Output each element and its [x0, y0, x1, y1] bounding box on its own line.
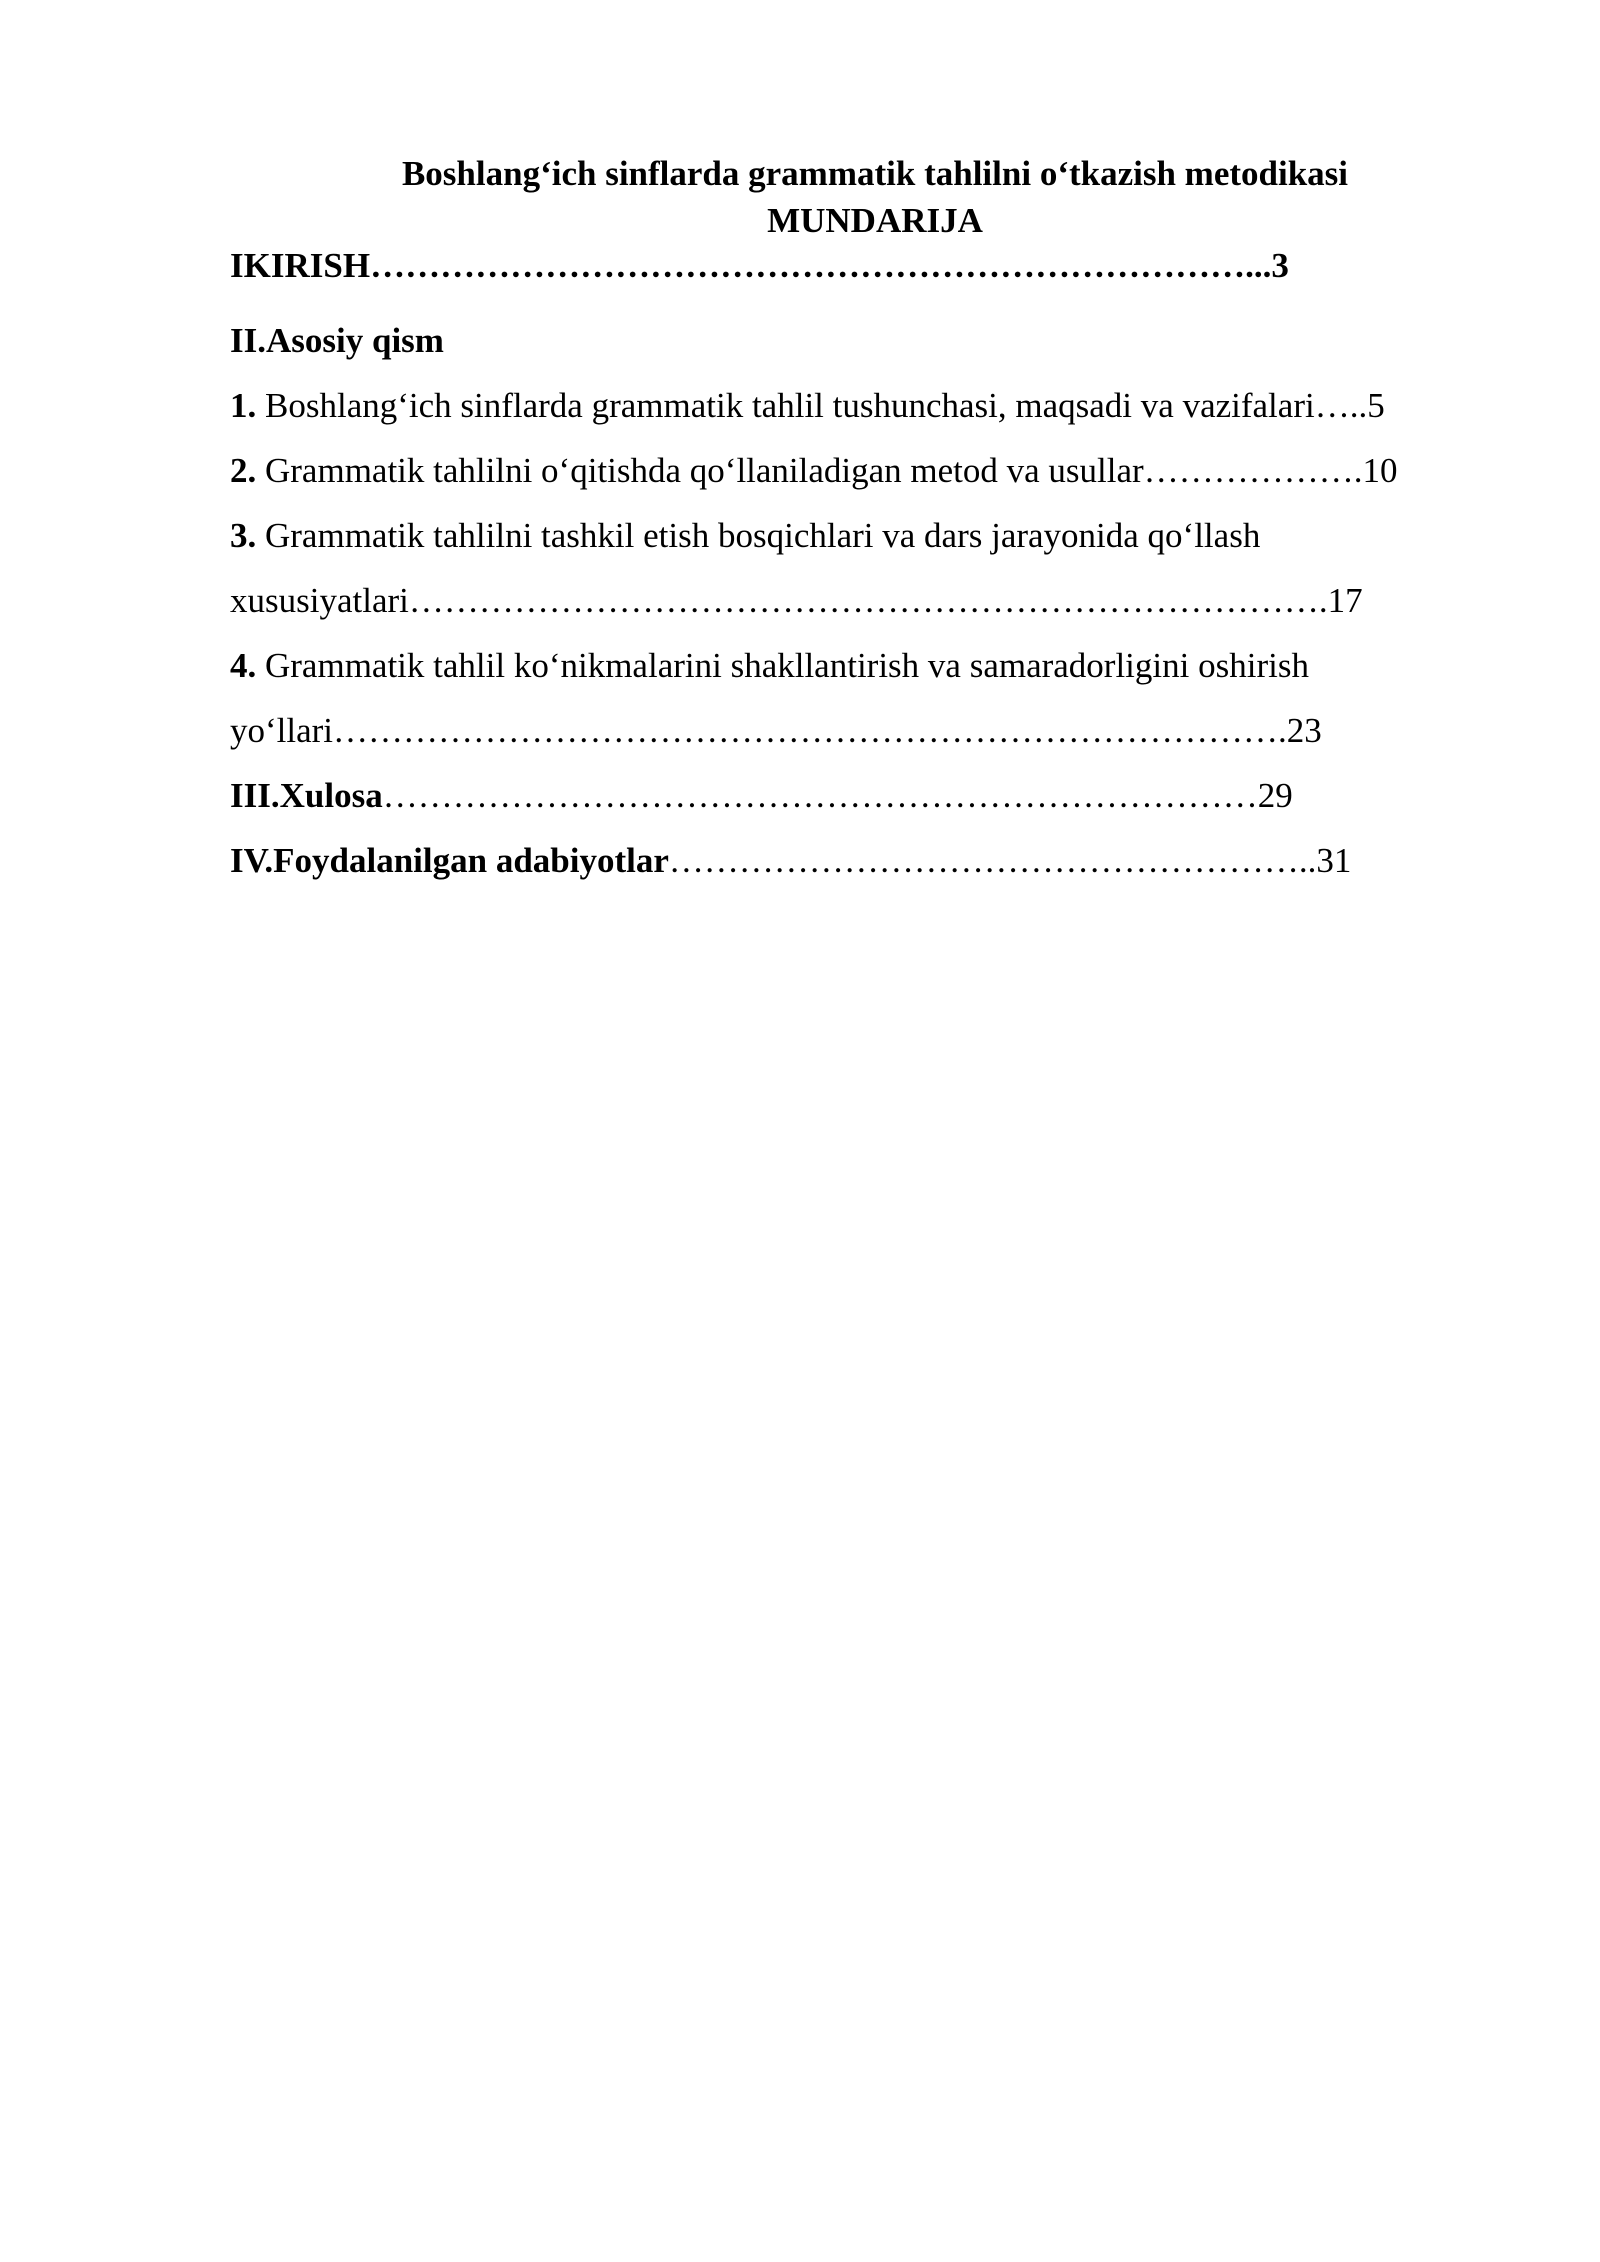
- toc-leader: ……………………………………………………………………….: [333, 711, 1287, 750]
- toc-text: Boshlang‘ich sinflarda grammatik tahlil tushunchasi, maqsadi va vazifalari: [265, 386, 1315, 425]
- toc-entry-references: [230, 828, 1490, 893]
- toc-entry-1: [230, 373, 1490, 438]
- toc-entry-conclusion: [230, 763, 1490, 828]
- toc-heading: MUNDARIJA: [767, 201, 983, 240]
- toc-label: IKIRISH: [230, 246, 371, 285]
- toc-entry-3-continued: [230, 568, 1490, 633]
- toc-number: 2.: [230, 451, 257, 490]
- toc-leader: …..: [1314, 386, 1368, 425]
- toc-page-number: 3: [1271, 246, 1289, 285]
- toc-section-main: II.Asosiy qism: [230, 321, 444, 360]
- toc-entry-intro: [230, 244, 1490, 288]
- toc-page-number: 23: [1286, 711, 1322, 750]
- document-title: Boshlang‘ich sinflarda grammatik tahlilni o‘tkazish metodikasi: [401, 154, 1349, 193]
- toc-page-number: .31: [1307, 841, 1352, 880]
- toc-leader: …………………………………………………………………: [382, 776, 1258, 815]
- toc-leader: …………………………………………………………………...: [370, 246, 1272, 285]
- toc-entry-4: [230, 633, 1490, 698]
- toc-number: 4.: [230, 646, 257, 685]
- toc-entry-3: [230, 503, 1490, 568]
- toc-entry-4-continued: [230, 698, 1490, 763]
- toc-page-number: 5: [1367, 386, 1385, 425]
- toc-page-number: 10: [1362, 451, 1398, 490]
- toc-leader: ……………….: [1143, 451, 1363, 490]
- toc-entry-2: [230, 438, 1490, 503]
- page-content: [230, 150, 1490, 893]
- toc-text: Grammatik tahlilni o‘qitishda qo‘llaniladigan metod va usullar: [265, 451, 1144, 490]
- toc-number: 1.: [230, 386, 257, 425]
- toc-text: Grammatik tahlil ko‘nikmalarini shakllantirish va samaradorligini oshirish: [265, 646, 1309, 685]
- toc-text: xususiyatlari: [230, 581, 409, 620]
- toc-page-number: 29: [1257, 776, 1293, 815]
- toc-leader: ……………………………………………….: [668, 841, 1308, 880]
- toc-number: 3.: [230, 516, 257, 555]
- toc-leader: …………………………………………………………………….: [408, 581, 1328, 620]
- toc-label: IV.Foydalanilgan adabiyotlar: [230, 841, 669, 880]
- toc-text: yo‘llari: [230, 711, 334, 750]
- toc-page-number: 17: [1327, 581, 1363, 620]
- toc-text: Grammatik tahlilni tashkil etish bosqichlari va dars jarayonida qo‘llash: [265, 516, 1261, 555]
- toc-label: III.Xulosa: [230, 776, 383, 815]
